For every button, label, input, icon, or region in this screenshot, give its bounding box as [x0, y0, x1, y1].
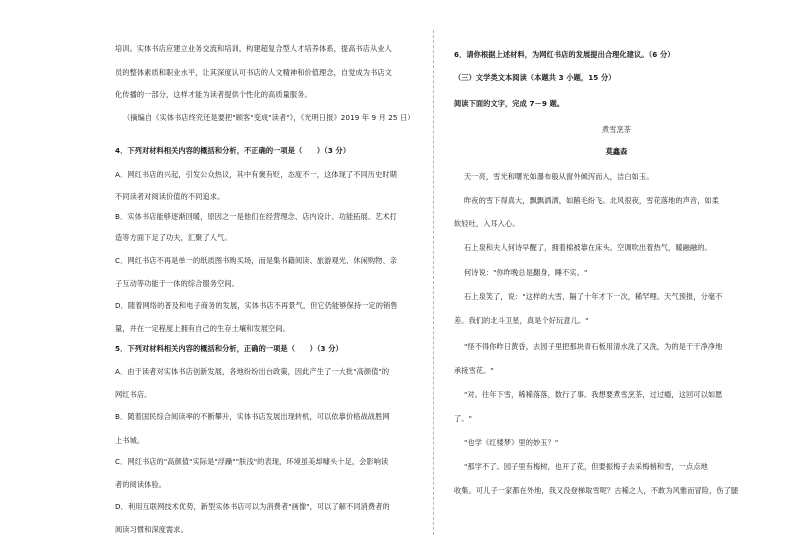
- story-line: 石上泉和夫人何诗早醒了，拥着棉被靠在床头。空调吹出着热气，暖融融的。: [464, 243, 712, 252]
- q4-option-line: 子互动等功能于一体的综合服务空间。: [115, 279, 239, 288]
- para1-line-1: 培训。实体书店应建立业务交流和培训，构建超复合型人才培养体系，提高书店从业人: [115, 44, 392, 53]
- q5-option-line: B．随着国民综合阅读率的不断攀升，实体书店发展出现转机，可以依靠价格战战胜网: [115, 412, 390, 421]
- story-line: 天一亮，雪光和曙光如瀑布般从窗外倾泻而入，洁白如玉。: [464, 172, 654, 181]
- q5-option-line: D．利用互联网技术优势，新型实体书店可以为消费者"画像"，可以了解不同消费者的: [115, 502, 390, 511]
- para1-line-2: 员的整体素质和职业水平，让其深度认可书店的人文精神和价值理念，自觉成为书店文: [115, 68, 392, 77]
- story-line: "那学不了。园子里有梅树，也开了花，但要振梅子去采梅梢和雪，一点点地: [464, 462, 708, 471]
- q4-option-line: 不同读者对阅读价值的不同追求。: [115, 192, 225, 201]
- story-line: 承接雪花。": [454, 366, 494, 375]
- q5-option-line: 网红书店。: [115, 390, 152, 399]
- column-divider: [433, 30, 434, 535]
- story-line: "怪不得你昨日黄昏，去园子里把那块青石板用清水洗了又洗，为的是干干净净地: [464, 342, 723, 351]
- q6-stem: 6．请你根据上述材料，为网红书店的发展提出合理化建议。（6 分）: [454, 50, 675, 59]
- q5-option-line: A．由于读者对实体书店创新发展，各地纷纷出台政策，因此产生了一大批"高颜值"的: [115, 367, 390, 376]
- story-line: 了。": [454, 414, 472, 423]
- q5-option-line: C．网红书店的"高颜值"实际是"浮躁""肤浅"的表现，环境虽美却噱头十足，会影响读: [115, 457, 389, 466]
- source-citation: （摘编自《实体书店终究还是要把"顾客"变成"读者"》，《光明日报》2019 年 9 月 25 日）: [123, 113, 415, 122]
- story-author: 莫鑫森: [605, 147, 628, 156]
- story-line: 石上泉笑了，说："这样的大雪，隔了十年才下一次，稀罕哩。天气预报，分毫不: [464, 292, 723, 301]
- story-title: 煮雪烹茶: [601, 125, 632, 134]
- q5-option-line: 上书城。: [115, 436, 145, 445]
- q5-stem: 5．下列对材料相关内容的概括和分析，正确的一项是（ ）（3 分）: [115, 344, 343, 353]
- q4-stem: 4．下列对材料相关内容的概括和分析，不正确的一项是（ ）（3 分）: [115, 146, 351, 155]
- q4-option-line: 造等方面下足了功夫，汇聚了人气。: [115, 233, 232, 242]
- q5-option-line: 者的阅读体验。: [115, 480, 167, 489]
- story-line: 昨夜的雪下得真大，飘飘洒洒，如鹅毛纷飞。北风很夜，雪花落地的声音，如柔: [464, 196, 720, 205]
- section-heading: （三）文学类文本阅读（本题共 3 小题，15 分）: [454, 73, 616, 82]
- para1-line-3: 化传播的一部分，这样才能为读者提供个性化的高质量服务。: [115, 90, 312, 99]
- story-line: "对。往年下雪，稀稀落落，数行了事。我想要煮雪烹茶，过过瘾，这回可以如愿: [464, 390, 723, 399]
- story-line: 何诗说："你昨晚总是翻身，睡不实。": [464, 268, 588, 277]
- q4-option-line: C．网红书店不再是单一的纸质图书购买场，而是集书籍阅读、旅游观光、休闲购物、亲: [115, 256, 398, 265]
- q4-option-line: D．随着网络的普及和电子商务的发展，实体书店不再景气，但它仍能够保持一定的销售: [115, 301, 398, 310]
- q4-option-line: A．网红书店的兴起，引发公众热议，其中有褒有贬，态度不一，这体现了不同历史时期: [115, 170, 397, 179]
- q4-option-line: 量，并在一定程度上拥有自己的生存土壤和发展空间。: [115, 324, 290, 333]
- reading-instruction: 阅读下面的文字，完成 7－9 题。: [454, 99, 565, 108]
- story-line: 软轻吐，入耳入心。: [454, 219, 520, 228]
- q5-option-line: 阅读习惯和深度需求。: [115, 525, 188, 534]
- story-line: "也学《红楼梦》里的妙玉？": [464, 438, 559, 447]
- story-line: 差。我们的北斗卫星，真是个好玩意儿。": [454, 316, 589, 325]
- story-line: 收集。可儿子一家都在外地，我又没登梯取雪呢？古稀之人，不敢为风雅而冒险，伤了腿: [454, 486, 739, 495]
- q4-option-line: B．实体书店能够逐渐回暖，原因之一是他们在经营理念、店内设计、功能拓展、艺术打: [115, 212, 397, 221]
